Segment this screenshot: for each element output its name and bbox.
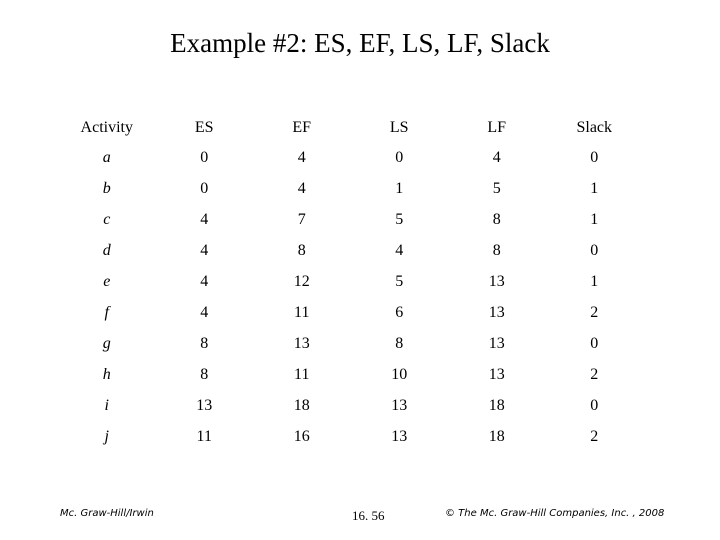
cell-ls: 0 [395, 148, 404, 166]
cell-ef: 11 [294, 365, 310, 383]
footer-page-number: 16. 56 [352, 508, 385, 523]
cell-es: 4 [200, 210, 209, 228]
header-activity: Activity [80, 119, 133, 136]
cell-es: 8 [200, 334, 209, 352]
cell-slack: 2 [590, 303, 599, 321]
cell-activity: j [104, 427, 109, 445]
cell-lf: 13 [488, 334, 505, 352]
cell-slack: 1 [590, 272, 599, 290]
cell-lf: 4 [492, 148, 501, 166]
header-lf: LF [487, 119, 507, 136]
cell-activity: b [102, 179, 111, 197]
cell-activity: d [102, 241, 111, 259]
cell-ef: 7 [297, 210, 306, 228]
footer-publisher: Mc. Graw-Hill/Irwin [60, 508, 154, 519]
cell-es: 13 [196, 396, 213, 414]
cell-ef: 18 [293, 396, 310, 414]
cell-slack: 0 [590, 334, 599, 352]
cell-ef: 4 [297, 179, 306, 197]
cell-ls: 10 [391, 365, 408, 383]
cell-activity: a [102, 148, 111, 166]
cell-ls: 6 [395, 303, 404, 321]
cell-lf: 8 [492, 210, 501, 228]
cell-es: 8 [200, 365, 209, 383]
cell-lf: 18 [488, 396, 505, 414]
cell-ls: 1 [395, 179, 404, 197]
cell-ls: 4 [395, 241, 404, 259]
cell-lf: 13 [488, 303, 505, 321]
header-es: ES [194, 119, 214, 136]
table-row [58, 421, 643, 452]
cell-ls: 5 [395, 272, 404, 290]
cell-slack: 2 [590, 427, 599, 445]
cell-ef: 4 [297, 148, 306, 166]
cell-es: 0 [200, 179, 209, 197]
cell-slack: 0 [590, 396, 599, 414]
cell-activity: c [103, 210, 111, 228]
cell-es: 4 [200, 303, 209, 321]
table-row [58, 266, 643, 297]
cell-ls: 13 [391, 427, 408, 445]
table-row [58, 328, 643, 359]
cell-ef: 12 [293, 272, 310, 290]
table-row [58, 173, 643, 204]
cell-lf: 13 [488, 272, 505, 290]
cell-slack: 1 [590, 210, 599, 228]
cell-activity: f [104, 303, 109, 321]
cell-es: 11 [196, 427, 212, 445]
table-row [58, 359, 643, 390]
footer-copyright: © The Mc. Graw-Hill Companies, Inc. , 2008 [445, 508, 665, 519]
cell-ef: 16 [293, 427, 310, 445]
table-row [58, 297, 643, 328]
cell-lf: 18 [488, 427, 505, 445]
header-ls: LS [389, 119, 409, 136]
cell-activity: e [103, 272, 111, 290]
cell-activity: g [102, 334, 111, 352]
cell-lf: 13 [488, 365, 505, 383]
table-row [58, 235, 643, 266]
table-row [58, 204, 643, 235]
cell-slack: 0 [590, 148, 599, 166]
cell-slack: 1 [590, 179, 599, 197]
cell-es: 0 [200, 148, 209, 166]
cell-ls: 5 [395, 210, 404, 228]
cell-ls: 13 [391, 396, 408, 414]
cell-es: 4 [200, 241, 209, 259]
cell-ef: 8 [297, 241, 306, 259]
cell-activity: i [104, 396, 109, 414]
cell-es: 4 [200, 272, 209, 290]
table-row [58, 390, 643, 421]
schedule-table [58, 114, 643, 452]
cell-activity: h [102, 365, 111, 383]
cell-slack: 2 [590, 365, 599, 383]
header-ef: EF [292, 119, 312, 136]
table-row [58, 142, 643, 173]
cell-slack: 0 [590, 241, 599, 259]
cell-ef: 11 [294, 303, 310, 321]
header-slack: Slack [576, 119, 613, 136]
cell-ls: 8 [395, 334, 404, 352]
slide-title: Example #2: ES, EF, LS, LF, Slack [170, 28, 550, 58]
table-header-row [58, 114, 643, 142]
cell-ef: 13 [293, 334, 310, 352]
cell-lf: 8 [492, 241, 501, 259]
cell-lf: 5 [492, 179, 501, 197]
